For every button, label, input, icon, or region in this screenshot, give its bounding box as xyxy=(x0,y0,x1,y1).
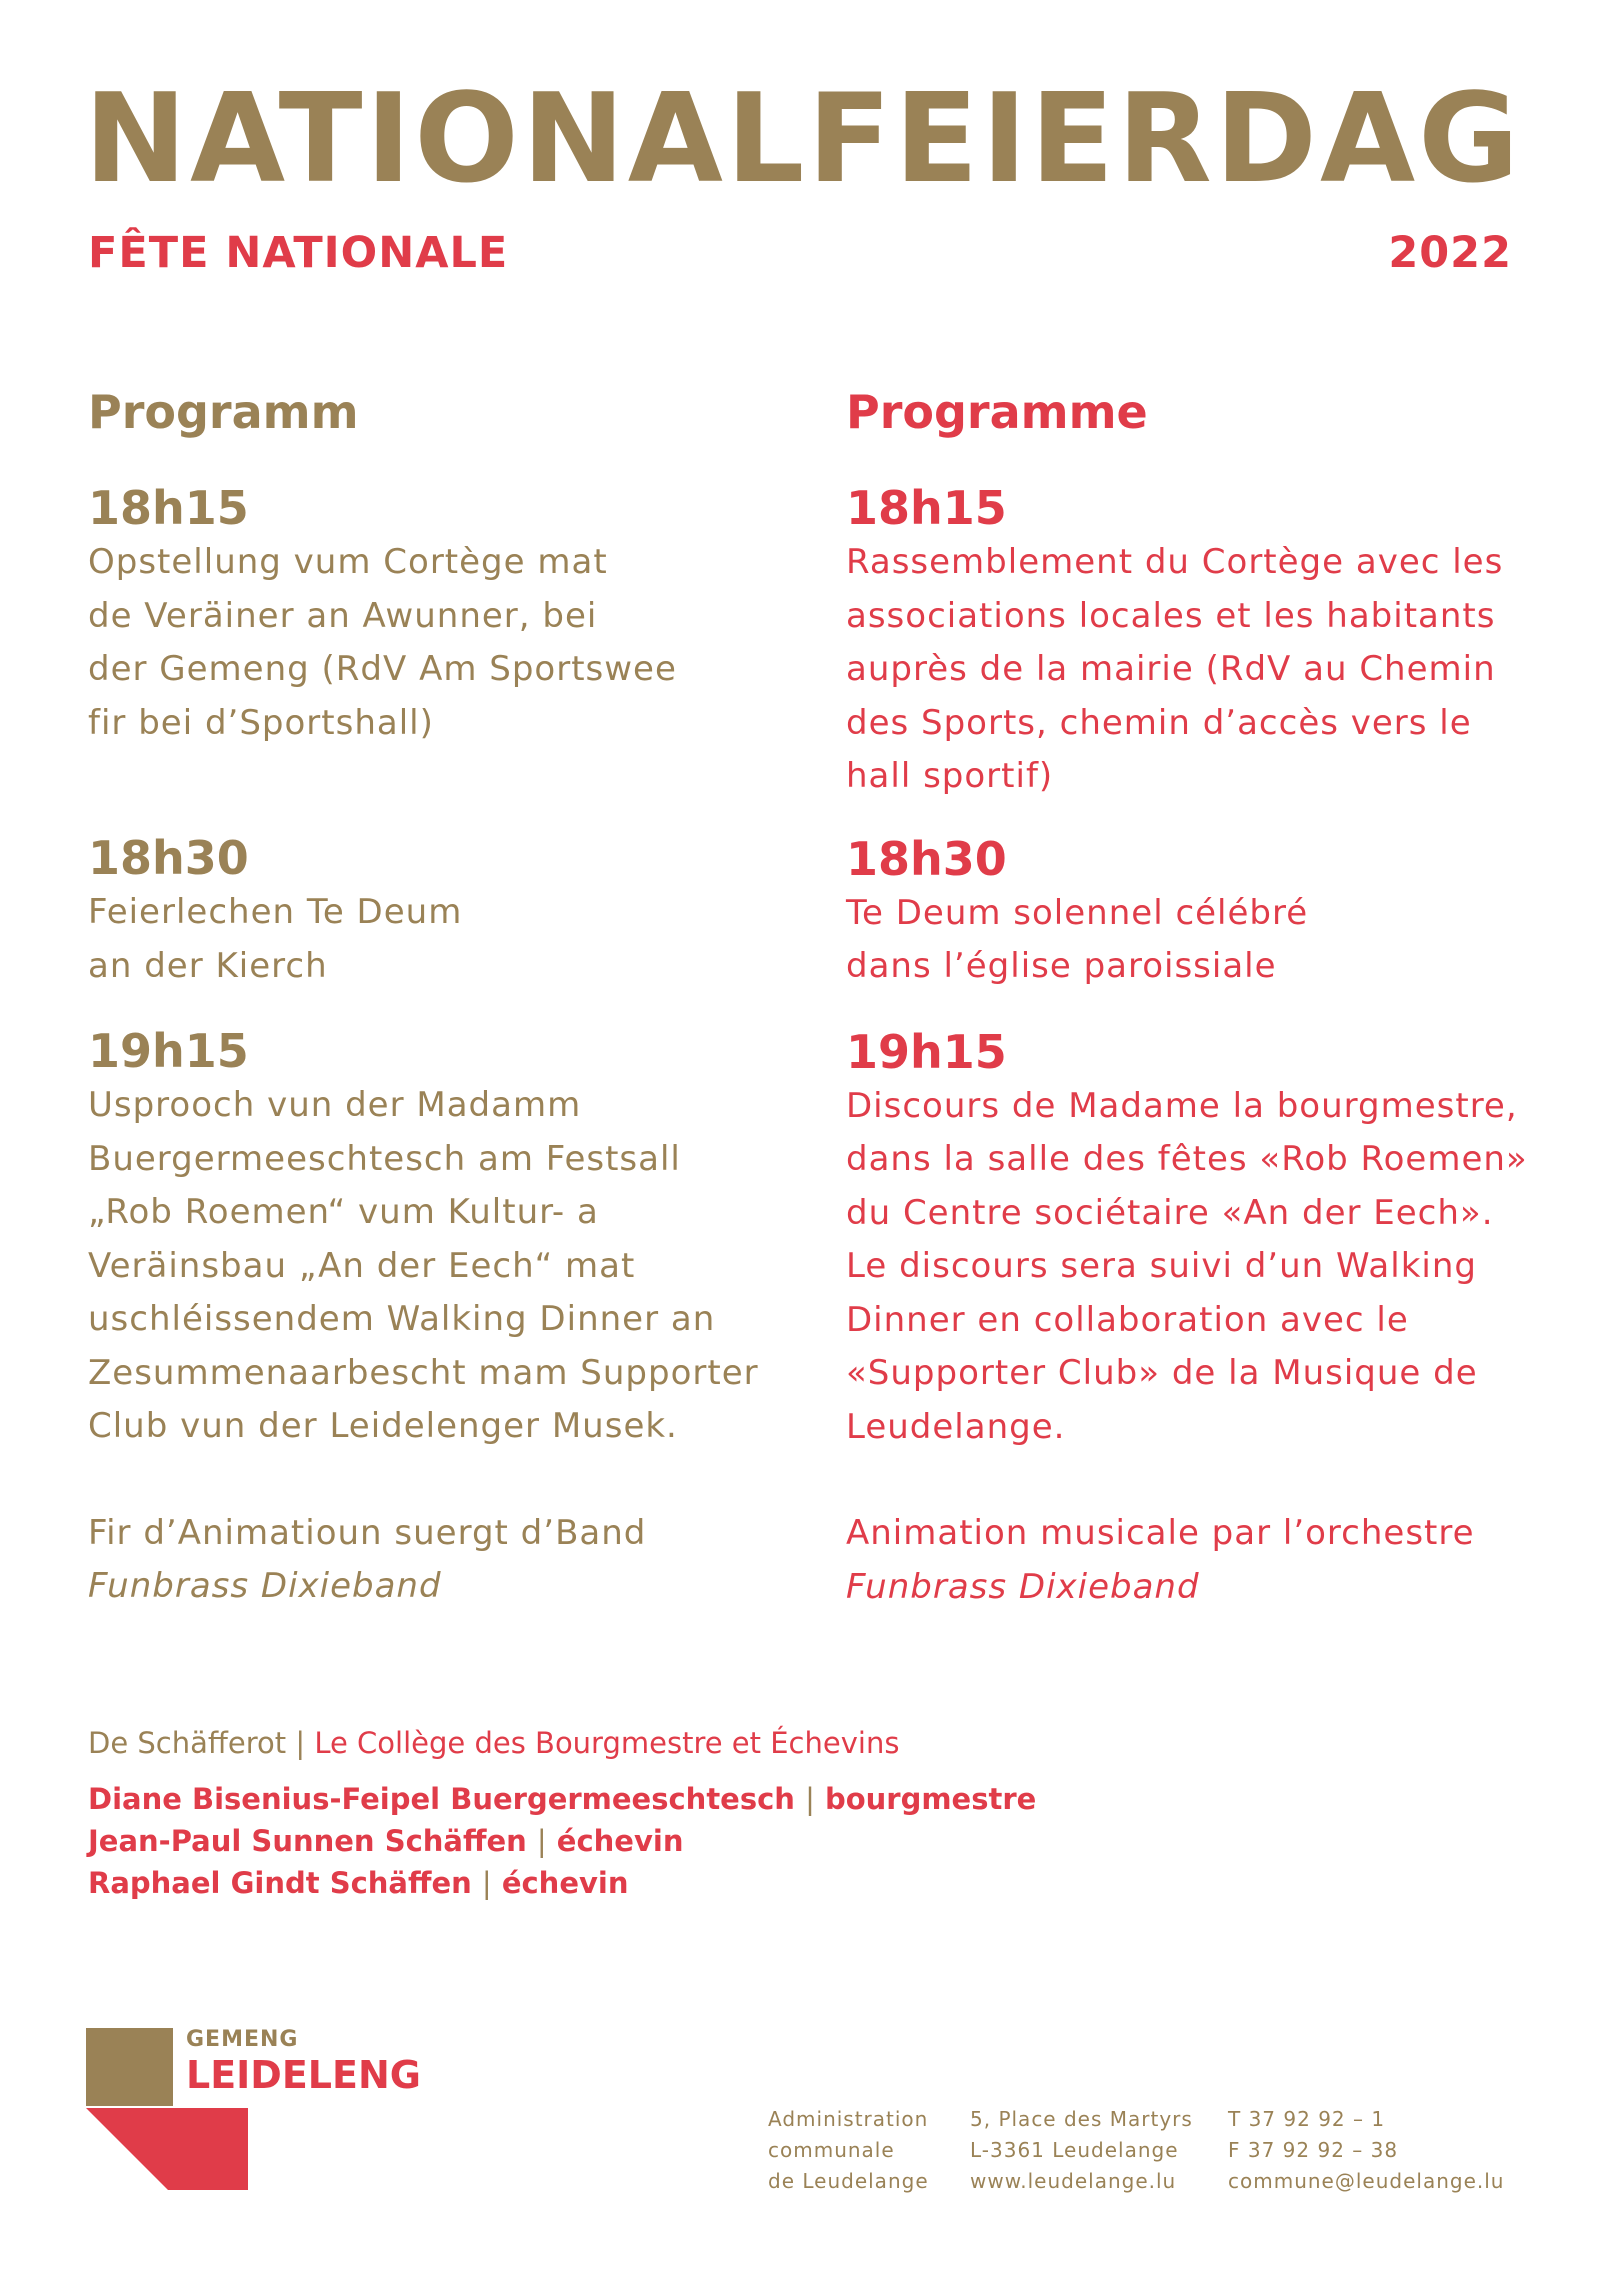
programme-text: Rassemblement du Cortège avec les associations locales et les habitants auprès de la mairie (RdV au Chemin des Sports, chemin d’accès vers le hall sportif) xyxy=(846,542,1504,796)
contact-phone-email: T 37 92 92 – 1 F 37 92 92 – 38 commune@leudelange.lu xyxy=(1228,2107,1505,2193)
council-member xyxy=(88,1778,1036,1820)
council-label-row xyxy=(88,1722,1036,1764)
year-label: 2022 xyxy=(1388,228,1512,278)
page-title: NATIONALFEIERDAG xyxy=(84,68,1523,211)
programme-time: 18h30 xyxy=(846,831,1007,886)
animation-block-de xyxy=(88,1507,788,1614)
programm-column-de xyxy=(88,384,788,1614)
animation-text: Animation musicale par l’orchestre xyxy=(846,1513,1475,1553)
animation-block-fr xyxy=(846,1507,1546,1614)
programme-item-fr xyxy=(846,480,1546,804)
separator: | xyxy=(805,1782,815,1816)
band-name: Funbrass Dixieband xyxy=(846,1566,1200,1607)
council-label-fr: Le Collège des Bourgmestre et Échevins xyxy=(314,1726,900,1760)
member-role-de: Schäffen xyxy=(329,1866,472,1900)
programme-time: 19h15 xyxy=(846,1024,1007,1079)
programm-time: 18h15 xyxy=(88,481,249,535)
programm-item-de xyxy=(88,830,788,993)
programme-text: Te Deum solennel célébré dans l’église paroissiale xyxy=(846,892,1309,986)
programme-time: 18h15 xyxy=(846,481,1007,535)
council-member xyxy=(88,1820,1036,1862)
contact-address: 5, Place des Martyrs L-3361 Leudelange www.leudelange.lu xyxy=(970,2107,1193,2193)
contact-administration: Administration communale de Leudelange xyxy=(768,2107,929,2193)
member-role-fr: échevin xyxy=(556,1824,684,1858)
council-member xyxy=(88,1862,1036,1904)
council-label-de: De Schäfferot xyxy=(88,1726,287,1760)
member-name: Jean-Paul Sunnen xyxy=(88,1824,375,1858)
separator: | xyxy=(295,1726,306,1760)
member-role-de: Buergermeeschtesch xyxy=(450,1782,795,1816)
logo-line-gemeng: GEMENG xyxy=(186,2027,299,2052)
council-block xyxy=(88,1722,1036,1904)
programm-item-de xyxy=(88,480,788,750)
programme-item-fr xyxy=(846,831,1546,994)
separator: | xyxy=(481,1866,492,1900)
member-name: Diane Bisenius-Feipel xyxy=(88,1782,441,1816)
programm-text: Feierlechen Te Deum an der Kierch xyxy=(88,892,463,986)
logo-line-leideleng: LEIDELENG xyxy=(186,2053,421,2097)
member-role-fr: échevin xyxy=(501,1866,629,1900)
programm-time: 18h30 xyxy=(88,831,249,885)
programme-item-fr xyxy=(846,1024,1546,1455)
member-role-fr: bourgmestre xyxy=(824,1782,1037,1816)
member-name: Raphael Gindt xyxy=(88,1866,320,1900)
separator: | xyxy=(536,1824,547,1858)
band-name: Funbrass Dixieband xyxy=(88,1566,442,1606)
member-role-de: Schäffen xyxy=(384,1824,527,1858)
logo-wordmark xyxy=(186,2025,421,2095)
programme-column-fr xyxy=(846,384,1546,1614)
programm-heading-de: Programm xyxy=(88,385,359,439)
programm-item-de xyxy=(88,1023,788,1454)
programm-text: Usprooch vun der Madamm Buergermeeschtesch am Festsall „Rob Roemen“ vum Kultur- a Veräinsbau „An der Eech“ mat uschléissendem Walking Dinner an Zesummenaarbescht mam Supporter Club vun der Leidelenger Musek. xyxy=(88,1085,759,1446)
page-subtitle: FÊTE NATIONALE xyxy=(88,228,509,278)
programme-text: Discours de Madame la bourgmestre, dans la salle des fêtes «Rob Roemen» du Centre sociétaire «An der Eech». Le discours sera suivi d’un Walking Dinner en collaboration avec le «Supporter Club» de la Musique de Leudelange. xyxy=(846,1085,1528,1447)
programm-time: 19h15 xyxy=(88,1024,249,1078)
programme-heading-fr: Programme xyxy=(846,385,1148,439)
programm-text: Opstellung vum Cortège mat de Veräiner an Awunner, bei der Gemeng (RdV Am Sportswee fir bei d’Sportshall) xyxy=(88,542,677,743)
animation-text: Fir d’Animatioun suergt d’Band xyxy=(88,1512,647,1553)
